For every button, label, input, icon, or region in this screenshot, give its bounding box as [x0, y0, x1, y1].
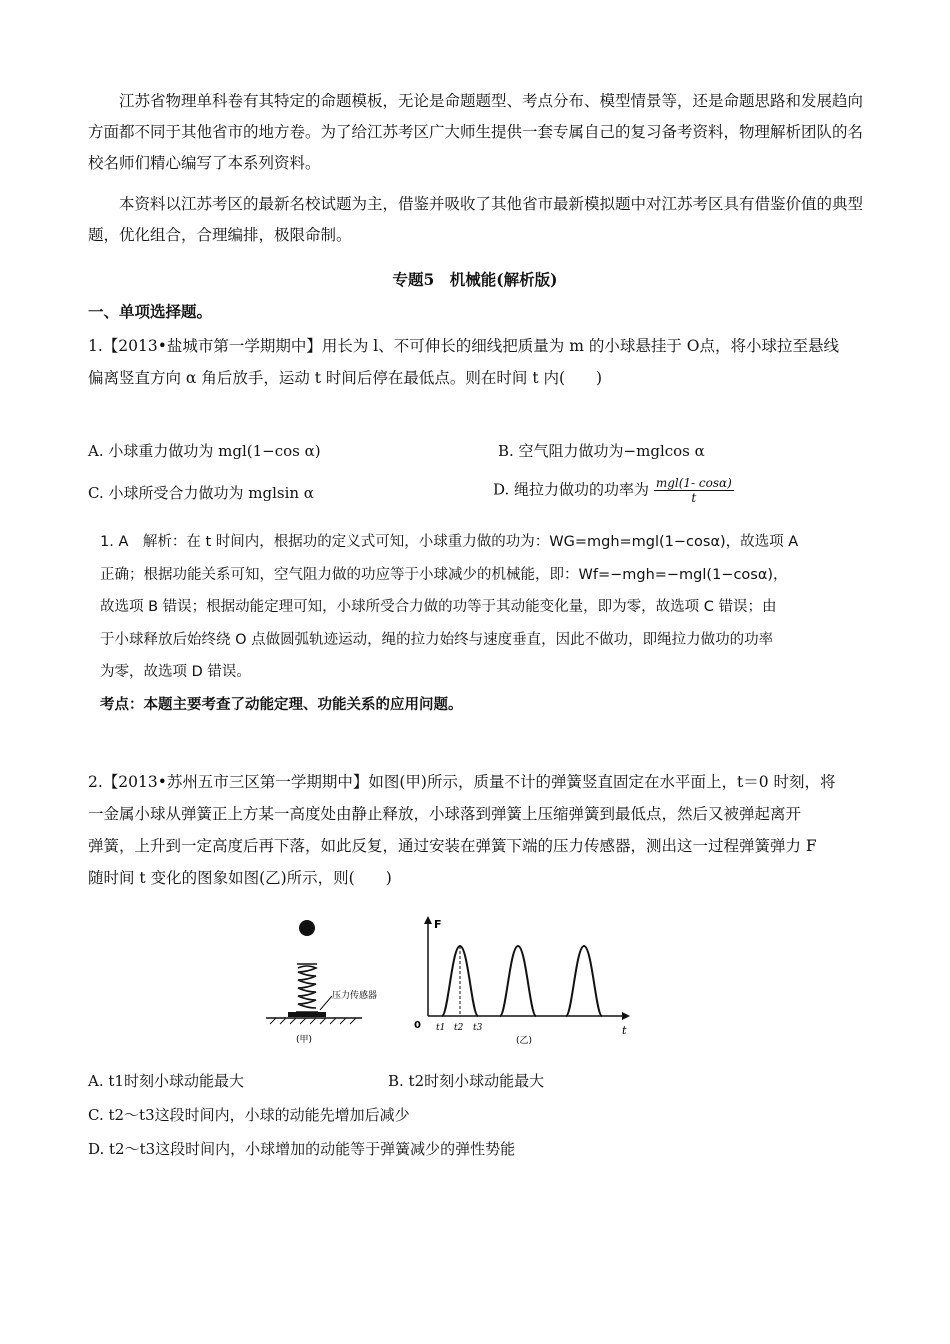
figure-yi [406, 912, 636, 1052]
q1-option-b: B. 空气阻力做功为−mglcos α [498, 442, 705, 460]
q1-option-a: A. 小球重力做功为 mgl(1−cos α) [88, 442, 321, 460]
tick-t2: t2 [454, 1023, 464, 1033]
sensor-label: 压力传感器 [332, 991, 378, 1001]
section-heading: 一、单项选择题。 [88, 302, 213, 321]
figure-jia [262, 912, 402, 1052]
q2-line-3: 弹簧，上升到一定高度后再下落，如此反复，通过安装在弹簧下端的压力传感器，测出这一过程弹簧弹力 F [88, 837, 817, 855]
a1-kaodian: 考点：本题主要考查了动能定理、功能关系的应用问题。 [100, 696, 463, 713]
metal-ball [299, 920, 315, 936]
q1-option-d [493, 476, 734, 505]
document-title: 专题5 机械能(解析版) [392, 270, 558, 289]
y-axis-label: F [434, 918, 442, 931]
spring [296, 964, 318, 1012]
a1-line-5: 为零，故选项 D 错误。 [100, 664, 251, 680]
answer-1 [100, 526, 880, 721]
q2-option-b: B. t2时刻小球动能最大 [388, 1072, 545, 1090]
a1-line-2: 正确；根据功能关系可知，空气阻力做的功应等于小球减少的机械能，即：Wf=−mgh=−mgl(1−cosα)， [100, 566, 788, 583]
q2-option-a: A. t1时刻小球动能最大 [88, 1072, 244, 1090]
force-curve [442, 946, 602, 1016]
fraction-denominator: t [691, 491, 697, 505]
origin-label: 0 [414, 1020, 421, 1031]
label-pointer [320, 996, 332, 1010]
q1-option-d-prefix: D. 绳拉力做功的功率为 [493, 480, 650, 499]
intro-paragraph-1: 江苏省物理单科卷有其特定的命题模板，无论是命题题型、考点分布、模型情景等，还是命题思路和发展趋向方面都不同于其他省市的地方卷。为了给江苏考区广大师生提供一套专属自己的复习备考资料，物理解析团队的名校名师们精心编写了本系列资料。 [88, 92, 864, 172]
figure-jia-caption: (甲) [296, 1035, 313, 1045]
x-axis-label: t [622, 1024, 627, 1037]
tick-t3: t3 [473, 1023, 483, 1033]
q2-line-1: 2.【2013•苏州五市三区第一学期期中】如图(甲)所示，质量不计的弹簧竖直固定在水平面上，t＝0 时刻，将 [88, 773, 836, 791]
tick-t1: t1 [436, 1023, 446, 1033]
question-1 [88, 330, 888, 394]
q2-line-2: 一金属小球从弹簧正上方某一高度处由静止释放，小球落到弹簧上压缩弹簧到最低点，然后又被弹起离开 [88, 805, 802, 823]
q1-line-2: 偏离竖直方向 α 角后放手，运动 t 时间后停在最低点。则在时间 t 内( ) [88, 369, 603, 387]
pressure-sensor [288, 1012, 326, 1017]
q2-option-d: D. t2～t3这段时间内，小球增加的动能等于弹簧减少的弹性势能 [88, 1140, 516, 1158]
ground-hatch [270, 1018, 356, 1024]
x-axis-arrow-icon [622, 1012, 630, 1020]
intro-block [88, 86, 878, 251]
figure-yi-caption: (乙) [516, 1036, 533, 1046]
a1-line-3: 故选项 B 错误；根据动能定理可知，小球所受合力做的功等于其动能变化量，即为零，故选项 C 错误；由 [100, 599, 777, 615]
q1-option-c: C. 小球所受合力做功为 mglsin α [88, 484, 314, 502]
q2-option-c: C. t2～t3这段时间内，小球的动能先增加后减少 [88, 1106, 410, 1124]
question-2 [88, 766, 888, 894]
force-peak-2 [500, 946, 536, 1016]
a1-line-4: 于小球释放后始终绕 O 点做圆弧轨迹运动，绳的拉力始终与速度垂直，因此不做功，即绳拉力做功的功率 [100, 631, 774, 648]
q2-line-4: 随时间 t 变化的图象如图(乙)所示，则( ) [88, 869, 392, 887]
q1-option-d-fraction [654, 476, 734, 505]
force-peak-3 [566, 946, 602, 1016]
a1-line-1: 1. A 解析：在 t 时间内，根据功的定义式可知，小球重力做的功为：WG=mgh=mgl(1−cosα)，故选项 A [100, 534, 799, 550]
q1-line-1: 1.【2013•盐城市第一学期期中】用长为 l、不可伸长的细线把质量为 m 的小球悬挂于 O点，将小球拉至悬线 [88, 337, 839, 355]
fraction-numerator: mgl(1- cosα) [655, 476, 732, 490]
intro-paragraph-2: 本资料以江苏考区的最新名校试题为主，借鉴并吸收了其他省市最新模拟题中对江苏考区具有借鉴价值的典型题，优化组合，合理编排，极限命制。 [88, 195, 864, 244]
y-axis-arrow-icon [424, 916, 432, 924]
